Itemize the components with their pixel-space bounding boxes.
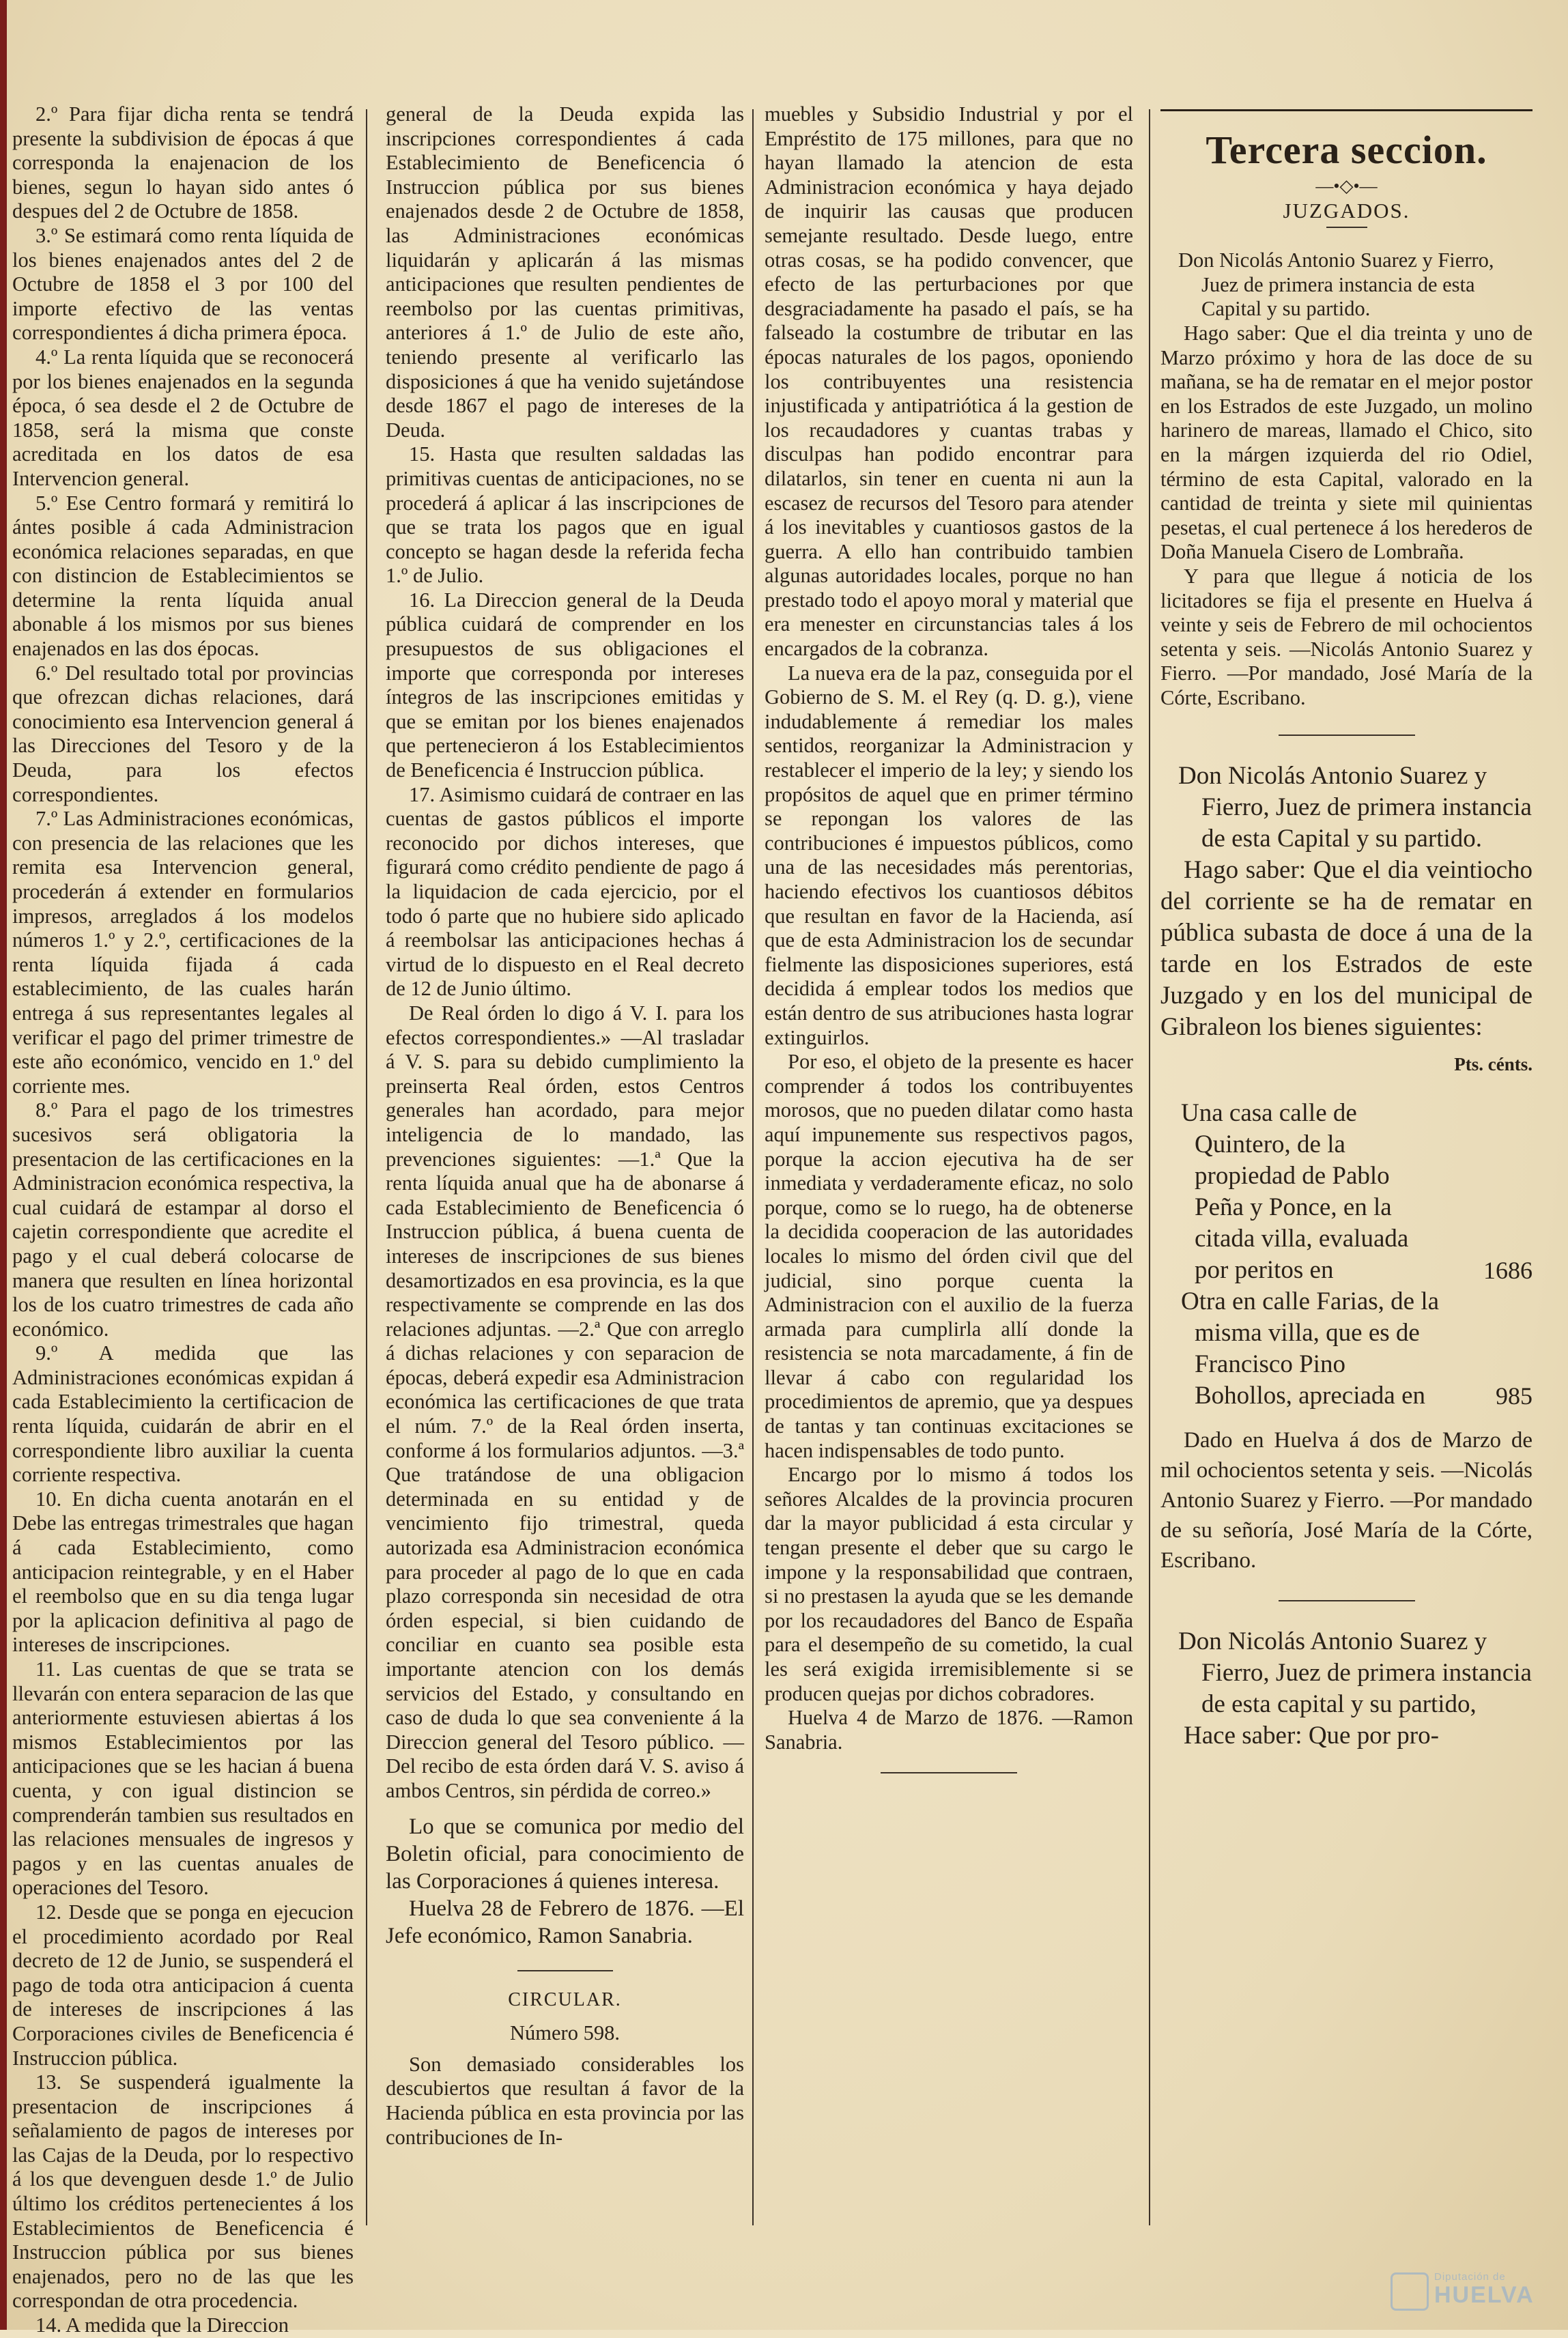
column-3 bbox=[765, 102, 1133, 2178]
ornament: —•◇•— bbox=[1315, 176, 1378, 196]
paragraph: 16. La Direccion general de la Deuda pública cuidará de comprender en los presupuestos de sus obligaciones el importe que corresponda por intereses íntegros de las inscripciones emitidas y que se emitan por los bienes enajenados que pertenecieron á los Establecimientos de Beneficencia é Instruccion pública. bbox=[386, 588, 744, 782]
paragraph: De Real órden lo digo á V. I. para los efectos correspondientes.» —Al trasladar á V. S. para su debido cumplimiento la preinserta Real órden, estos Centros generales han acordado, para mejor inteligencia de lo mandado, las prevenciones siguientes: —1.ª Que la renta líquida anual que ha de abonarse á cada Establecimiento de Beneficencia ó Instruccion pública, á buena cuenta de intereses de inscripciones de sus bienes desamortizados en esa provincia, es la que respectivamente se comprende en las dos relaciones adjuntas. —2.ª Que con arreglo á dichas relaciones y con separacion de épocas, deberá expedir esa Administracion económica las certificaciones de que trata el núm. 7.º de la Real órden inserta, conforme á los formularios adjuntos. —3.ª Que tratándose de una obligacion determinada en su entidad y de vencimiento fijo trimestral, queda autorizada esa Administracion económica para proceder al pago de lo que en cada plazo corresponda sin necesidad de otra órden especial, si bien cuidando de conciliar en cuanto sea posible esta importante atencion con los demás servicios del Estado, y consultando en caso de duda lo que sea conveniente á la Direccion general del Tesoro público. —Del recibo de esta órden dará V. S. aviso á ambos Centros, sin pérdida de correo.» bbox=[386, 1001, 744, 1802]
paragraph: 2.º Para fijar dicha renta se tendrá presente la subdivision de épocas á que corresponda la enajenacion de los bienes, segun lo hayan sido antes ó despues del 2 de Octubre de 1858. bbox=[12, 102, 354, 223]
paragraph: La nueva era de la paz, conseguida por el Gobierno de S. M. el Rey (q. D. g.), viene indudablemente á remediar los males sentidos, reorganizar la Administracion y restablecer el imperio de la ley; y siendo los propósitos de aquel que en primer término se repongan los valores de las contribuciones é impuestos públicos, como una de las necesidades más perentorias, haciendo efectivos los cuantiosos débitos que resultan en favor de la Hacienda, así que de esta Administracion los de secundar fielmente las disposiciones superiores, está decidida á emplear todos los medios que están dentro de sus atribuciones hasta lograr extinguirlos. bbox=[765, 661, 1133, 1049]
closing-paragraph: Lo que se comunica por medio del Boletin oficial, para conocimiento de las Corporaciones á quienes interesa. bbox=[386, 1814, 744, 1894]
separator bbox=[881, 1772, 1017, 1773]
paragraph: 7.º Las Administraciones económicas, con presencia de las relaciones que les remita esa Intervencion general, procederán á extender en formularios impresos, arreglados á los modelos números 1.º y 2.º, certificaciones de la renta líquida fijada á cada establecimiento, de las cuales harán entrega á sus representantes legales al verificar el pago del primer trimestre de este año económico, vencido en 1.º del corriente mes. bbox=[12, 807, 354, 1098]
paragraph: 17. Asimismo cuidará de contraer en las cuentas de gastos públicos el importe reconocido por dichos intereses, que figurará como crédito pendiente de pago á la liquidacion de cada ejercicio, por el todo ó parte que no hubiere sido aplicado á reembolsar las anticipaciones hechas á virtud de lo dispuesto en el Real decreto de 12 de Junio último. bbox=[386, 782, 744, 1001]
column-4 bbox=[1160, 109, 1533, 2280]
pts-cents-header: Pts. cénts. bbox=[1454, 1054, 1533, 1075]
list-item bbox=[1160, 1098, 1533, 1286]
paragraph: 3.º Se estimará como renta líquida de los bienes enajenados antes del 2 de Octubre de 1858 el 3 por 100 del importe efectivo de las ventas correspondientes á dicha primera época. bbox=[12, 223, 354, 345]
section-top-rule bbox=[1160, 109, 1533, 111]
edict-closing: Dado en Huelva á dos de Marzo de mil ochocientos setenta y seis. —Nicolás Antonio Suarez y Fierro. —Por mandado de su señoría, José María de la Córte, Escribano. bbox=[1160, 1428, 1533, 1573]
separator bbox=[1279, 1600, 1415, 1601]
paragraph: 8.º Para el pago de los trimestres sucesivos será obligatoria la presentacion de las certificaciones en la Administracion económica respectiva, la cual cuidará de estampar al dorso el cajetin correspondiente que acredite el pago y el cual deberá colocarse de manera que resulten en línea horizontal los de los cuatro trimestres de cada año económico. bbox=[12, 1098, 354, 1341]
item-amount: 985 bbox=[1496, 1382, 1533, 1410]
edict-closing: Y para que llegue á noticia de los licitadores se fija el presente en Huelva á veinte y seis de Febrero de mil ochocientos setenta y seis. —Nicolás Antonio Suarez y Fierro. —Por mandado, José María de la Córte, Escribano. bbox=[1160, 564, 1533, 709]
binding-edge bbox=[0, 0, 7, 2330]
separator bbox=[1326, 227, 1367, 228]
edict-body: Hace saber: Que por pro- bbox=[1184, 1722, 1439, 1750]
paragraph: Encargo por lo mismo á todos los señores Alcaldes de la provincia procuren dar la mayor publicidad á esta circular y tengan presente el deber que su cargo le impone y la responsabilidad que contraen, si no prestasen la ayuda que se les demande por los recaudadores del Banco de España para el desempeño de su cometido, la cual les será exigida irremisiblemente si se producen quejas por dichos cobradores. bbox=[765, 1463, 1133, 1705]
watermark-line-1: Diputación de bbox=[1434, 2271, 1506, 2283]
paragraph: general de la Deuda expida las inscripciones correspondientes á cada Establecimiento de Beneficencia ó Instruccion pública por sus bienes enajenados desde 2 de Octubre de 1858, las Administraciones económicas liquidarán y aplicarán á las mismas anticipaciones que resulten pendientes de reembolso por las cuentas primitivas, anteriores á 1.º de Julio de este año, teniendo presente al verificarlo las disposiciones á que ha venido sujetándose desde 1867 el pago de intereses de la Deuda. bbox=[386, 102, 744, 442]
paragraph: muebles y Subsidio Industrial y por el Empréstito de 175 millones, para que no hayan llamado la atencion de esta Administracion económica y haya dejado de inquirir las causas que producen semejante resultado. Desde luego, entre otras cosas, se ha podido convencer, que efecto de las perturbaciones por que desgraciadamente ha pasado el país, se ha falseado la costumbre de tributar en las épocas naturales de los pagos, oponiendo los contribuyentes una resistencia injustificada y antipatriótica á la gestion de los recaudadores y cuantas trabas y disculpas han podido encontrar para dilatarlos, sin tener en cuenta ni aun la escasez de recursos del Tesoro para atender á los inevitables y cuantiosos gastos de la guerra. A ello han contribuido tambien algunas autoridades locales, porque no han prestado todo el apoyo moral y material que era menester en circunstancias tales á los encargados de la cobranza. bbox=[765, 102, 1133, 661]
paragraph: Por eso, el objeto de la presente es hacer comprender á todos los contribuyentes morosos, que no pueden dilatar como hasta aquí impunemente sus respectivos pagos, porque la accion ejecutiva ha de ser inmediata y verdaderamente eficaz, no solo porque, como se lo ruego, ha de obtenerse la decidida cooperacion de las autoridades locales lo mismo del órden civil que del judicial, sino porque cuenta la Administracion con el auxilio de la fuerza armada para cumplirla allí donde la resistencia se nota marcadamente, á fin de llevar á cabo con regularidad los procedimientos de apremio, que ya despues de tantas y tan continuas excitaciones se hacen indispensables de todo punto. bbox=[765, 1050, 1133, 1462]
section-title: Tercera seccion. bbox=[1206, 128, 1487, 172]
edict-opening: Don Nicolás Antonio Suarez y Fierro, Juez de primera instancia de esta Capital y su partido. bbox=[1178, 248, 1494, 321]
item-description: Una casa calle de Quintero, de la propiedad de Pablo Peña y Ponce, en la citada villa, evaluada por peritos en bbox=[1181, 1099, 1409, 1285]
paragraph: 9.º A medida que las Administraciones económicas expidan á cada Establecimiento la certificacion de renta líquida, cuidarán de abrir en el correspondiente libro auxiliar la cuenta corriente respectiva. bbox=[12, 1341, 354, 1487]
watermark-logo bbox=[1391, 2271, 1541, 2312]
section-heading: JUZGADOS. bbox=[1283, 198, 1410, 223]
paragraph: 15. Hasta que resulten saldadas las primitivas cuentas de anticipaciones, no se procederá á aplicar á las inscripciones de que se trata los pagos que en igual concepto se hagan desde la referida fecha 1.º de Julio. bbox=[386, 442, 744, 588]
paragraph: 6.º Del resultado total por provincias que ofrezcan dichas relaciones, dará conocimiento esa Intervencion general á las Direcciones del Tesoro y de la Deuda, para los efectos correspondientes. bbox=[12, 661, 354, 806]
edict-opening: Don Nicolás Antonio Suarez y Fierro, Juez de primera instancia de esta Capital y su partido. bbox=[1178, 762, 1532, 853]
item-amount: 1686 bbox=[1483, 1257, 1533, 1285]
column-1 bbox=[12, 102, 354, 2337]
paragraph: 13. Se suspenderá igualmente la presentacion de inscripciones á señalamiento de pagos de intereses por las Cajas de la Deuda, por lo respectivo á los que devenguen desde 1.º de Julio último los créditos pertenecientes á los Establecimientos de Beneficencia é Instruccion pública por sus bienes enajenados, pero no de las que les correspondan de otra procedencia. bbox=[12, 2070, 354, 2313]
circular-title: CIRCULAR. bbox=[508, 1988, 622, 2010]
signature: Huelva 28 de Febrero de 1876. —El Jefe económico, Ramon Sanabria. bbox=[386, 1896, 744, 1948]
separator bbox=[517, 1970, 613, 1971]
shield-icon bbox=[1391, 2272, 1429, 2311]
paragraph: 12. Desde que se ponga en ejecucion el procedimiento acordado por Real decreto de 12 de Junio, se suspenderá el pago de toda otra anticipacion á cuenta de intereses de inscripciones á las Corporaciones civiles de Beneficencia é Instruccion pública. bbox=[12, 1900, 354, 2070]
column-divider bbox=[366, 109, 367, 2225]
paragraph: 5.º Ese Centro formará y remitirá lo ántes posible á cada Administracion económica relaciones separadas, en que con distincion de Establecimientos se determine la renta líquida anual abonable á los mismos por sus bienes enajenados en las dos épocas. bbox=[12, 491, 354, 661]
column-divider bbox=[1149, 109, 1150, 2225]
column-divider bbox=[752, 109, 754, 2225]
separator bbox=[1279, 735, 1415, 736]
paragraph: 14. A medida que la Direccion bbox=[35, 2313, 289, 2337]
signature: Huelva 4 de Marzo de 1876. —Ramon Sanabria. bbox=[765, 1706, 1133, 1754]
circular-number: Número 598. bbox=[510, 2021, 620, 2045]
column-2 bbox=[386, 102, 744, 2273]
paragraph: Son demasiado considerables los descubiertos que resultan á favor de la Hacienda pública en esta provincia por las contribuciones de In- bbox=[386, 2052, 744, 2149]
item-description: Otra en calle Farias, de la misma villa, que es de Francisco Pino Bohollos, apreciada en bbox=[1181, 1287, 1440, 1410]
paragraph: 11. Las cuentas de que se trata se llevarán con entera separacion de las que anteriormente estuviesen abiertas á los mismos Establecimientos por las anticipaciones que se les hacian á buena cuenta, y con igual distincion se comprenderán tambien sus resultados en las relaciones mensuales de ingresos y pagos y en las cuentas anuales de operaciones del Tesoro. bbox=[12, 1657, 354, 1900]
paragraph: 4.º La renta líquida que se reconocerá por los bienes enajenados en la segunda época, ó sea desde el 2 de Octubre de 1858, será la misma que conste acreditada en los datos de esa Intervencion general. bbox=[12, 345, 354, 490]
edict-opening: Don Nicolás Antonio Suarez y Fierro, Juez de primera instancia de esta capital y su partido, bbox=[1178, 1627, 1532, 1719]
watermark-line-2: HUELVA bbox=[1434, 2282, 1535, 2308]
edict-body: Hago saber: Que el dia veintiocho del corriente se ha de rematar en pública subasta de doce á una de la tarde en los Estrados de este Juzgado y en los del municipal de Gibraleon los bienes siguientes: bbox=[1160, 856, 1533, 1042]
list-item bbox=[1160, 1286, 1533, 1412]
edict-body: Hago saber: Que el dia treinta y uno de Marzo próximo y hora de las doce de su mañana, se ha de rematar en el mejor postor en los Estrados de este Juzgado, un molino harinero de mareas, llamado el Chico, sito en la márgen izquierda del rio Odiel, término de esta Capital, valorado en la cantidad de treinta y siete mil quinientas pesetas, el cual pertenece á los herederos de Doña Manuela Cisero de Lombraña. bbox=[1160, 321, 1533, 564]
paragraph: 10. En dicha cuenta anotarán en el Debe las entregas trimestrales que hagan á cada Establecimiento, como anticipacion reintegrable, y en el Haber el reembolso que en su dia tenga lugar por la aplicacion definitiva al pago de intereses de inscripciones. bbox=[12, 1487, 354, 1657]
